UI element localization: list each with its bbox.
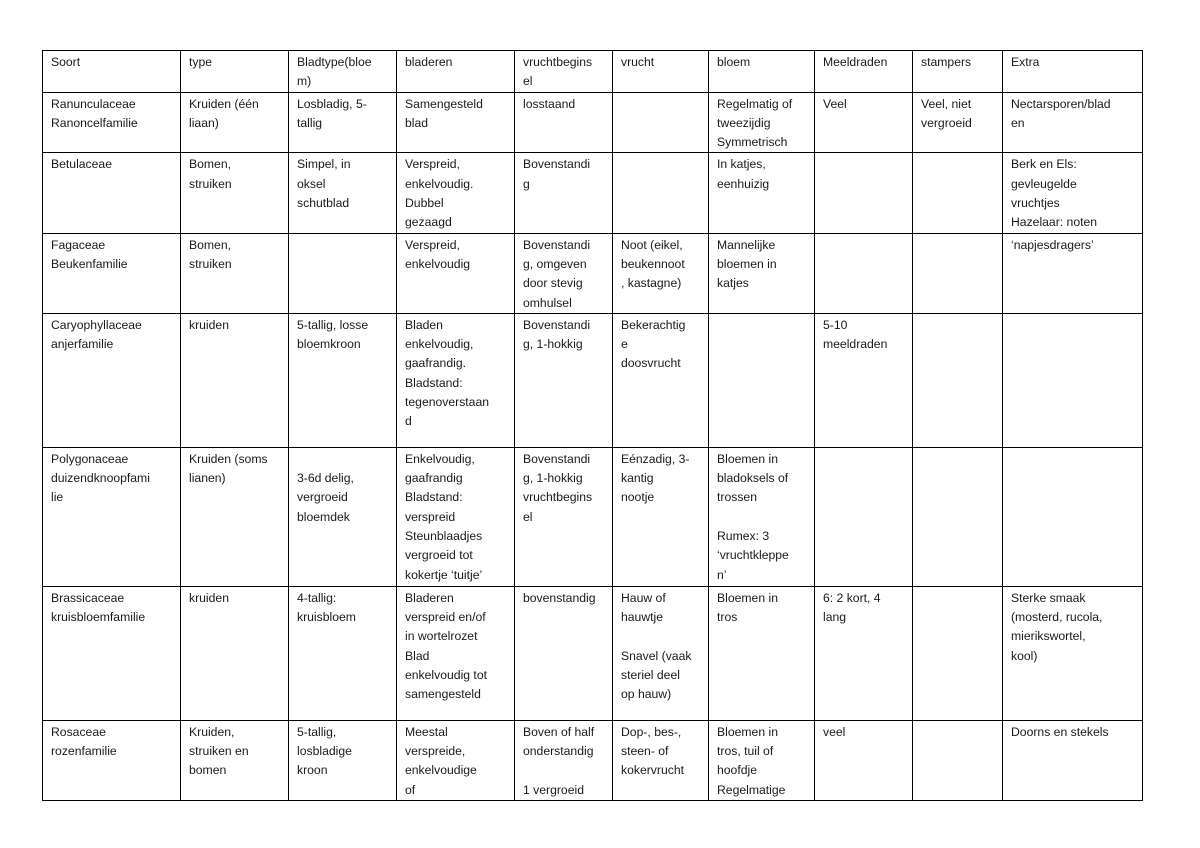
cell-text: Kruiden (één liaan)	[189, 96, 259, 130]
header-cell-text: bloem	[717, 55, 751, 69]
table-cell	[515, 92, 613, 153]
table-cell	[397, 447, 515, 586]
cell-text: Verspreid, enkelvoudig. Dubbel gezaagd	[405, 157, 474, 230]
table-cell	[1003, 92, 1143, 153]
table-cell	[289, 233, 397, 313]
cell-text: Bladen enkelvoudig, gaafrandig. Bladstand: tegenoverstaan d	[405, 317, 490, 429]
table-cell	[709, 586, 815, 720]
table-cell	[709, 233, 815, 313]
cell-text: Nectarsporen/blad en	[1011, 96, 1111, 130]
table-cell	[181, 720, 289, 800]
table-cell	[815, 447, 913, 586]
table-cell	[289, 447, 397, 586]
cell-text: Polygonaceae duizendknoopfami lie	[51, 451, 150, 505]
table-cell	[913, 720, 1003, 800]
table-cell	[181, 92, 289, 153]
cell-text: 4-tallig: kruisbloem	[297, 590, 356, 625]
header-cell	[815, 51, 913, 93]
cell-text: Verspreid, enkelvoudig	[405, 237, 471, 271]
table-cell	[1003, 720, 1143, 800]
table-cell	[709, 153, 815, 233]
table-cell	[397, 313, 515, 447]
table-cell	[613, 313, 709, 447]
cell-text: kruiden	[189, 590, 229, 605]
cell-text: Boven of half onderstandig 1 vergroeid	[523, 724, 595, 797]
table-cell	[181, 153, 289, 233]
table-cell	[815, 586, 913, 720]
cell-text: 6: 2 kort, 4 lang	[823, 590, 881, 625]
header-cell-text: Extra	[1011, 55, 1040, 69]
table-cell	[43, 313, 181, 447]
table-cell	[613, 586, 709, 720]
table-row	[43, 720, 1143, 800]
table-cell	[289, 153, 397, 233]
header-cell	[1003, 51, 1143, 93]
table-cell	[289, 586, 397, 720]
cell-text: losstaand	[523, 96, 576, 111]
cell-text: Bovenstandi g, omgeven door stevig omhulsel	[523, 237, 591, 310]
table-cell	[1003, 586, 1143, 720]
table-cell	[181, 586, 289, 720]
cell-text: 5-tallig, losbladige kroon	[297, 724, 352, 778]
header-cell	[515, 51, 613, 93]
table-cell	[709, 720, 815, 800]
table-cell	[1003, 447, 1143, 586]
table-cell	[613, 233, 709, 313]
cell-text: 3-6d delig, vergroeid bloemdek	[297, 471, 354, 524]
cell-text: Bovenstandi g, 1-hokkig vruchtbegins el	[523, 451, 593, 524]
cell-text: Bovenstandi g, 1-hokkig	[523, 317, 591, 352]
cell-text: Bomen, struiken	[189, 237, 232, 271]
table-cell	[913, 447, 1003, 586]
header-cell	[181, 51, 289, 93]
cell-text: Bomen, struiken	[189, 157, 232, 191]
table-cell	[43, 720, 181, 800]
cell-text: Losbladig, 5- tallig	[297, 96, 367, 130]
table-cell	[515, 447, 613, 586]
cell-text: Betulaceae	[51, 157, 112, 172]
table-cell	[815, 313, 913, 447]
table-cell	[289, 92, 397, 153]
cell-text: Berk en Els: gevleugelde vruchtjes Hazelaar: noten	[1011, 157, 1098, 230]
cell-text: Brassicaceae kruisbloemfamilie	[51, 590, 146, 625]
table-cell	[709, 313, 815, 447]
cell-text: In katjes, eenhuizig	[717, 157, 770, 191]
table-cell	[43, 153, 181, 233]
table-cell	[515, 153, 613, 233]
plant-family-table	[42, 50, 1143, 801]
cell-text: Regelmatig of tweezijdig Symmetrisch	[717, 96, 793, 150]
header-cell-text: bladeren	[405, 55, 453, 69]
table-cell	[1003, 313, 1143, 447]
table-cell	[397, 233, 515, 313]
table-cell	[1003, 233, 1143, 313]
table-cell	[289, 720, 397, 800]
table-cell	[181, 447, 289, 586]
table-cell	[397, 92, 515, 153]
table-cell	[397, 586, 515, 720]
table-cell	[43, 586, 181, 720]
cell-text: bovenstandig	[523, 590, 596, 605]
table-row	[43, 153, 1143, 233]
table-cell	[397, 720, 515, 800]
cell-text: veel	[823, 724, 846, 739]
header-cell	[613, 51, 709, 93]
cell-text: Rosaceae rozenfamilie	[51, 724, 117, 759]
cell-text: 5-10 meeldraden	[823, 317, 888, 352]
table-cell	[709, 92, 815, 153]
header-cell-text: vrucht	[621, 55, 655, 69]
header-cell-text: Meeldraden	[823, 55, 888, 69]
cell-text: Meestal verspreide, enkelvoudige of	[405, 724, 477, 797]
header-cell-text: stampers	[921, 55, 972, 69]
cell-text: Ranunculaceae Ranoncelfamilie	[51, 96, 138, 130]
cell-text: Dop-, bes-, steen- of kokervrucht	[621, 724, 684, 778]
table-cell	[515, 313, 613, 447]
cell-text: ‘napjesdragers’	[1011, 237, 1094, 252]
cell-text: kruiden	[189, 317, 229, 332]
table-cell	[1003, 153, 1143, 233]
header-cell	[43, 51, 181, 93]
table-cell	[815, 92, 913, 153]
header-cell	[397, 51, 515, 93]
cell-text: Bekerachtig e doosvrucht	[621, 317, 686, 371]
cell-text: Samengesteld blad	[405, 96, 483, 130]
cell-text: Veel	[823, 96, 847, 111]
header-cell-text: Bladtype(bloe m)	[297, 55, 372, 89]
table-cell	[913, 153, 1003, 233]
table-cell	[913, 313, 1003, 447]
cell-text: Bladeren verspreid en/of in wortelrozet Blad enkelvoudig tot samengesteld	[405, 590, 487, 702]
cell-text: Enkelvoudig, gaafrandig Bladstand: verspreid Steunblaadjes vergroeid tot kokertje ‘tuitje’	[405, 451, 483, 582]
table-cell	[515, 720, 613, 800]
table-row	[43, 586, 1143, 720]
table-cell	[397, 153, 515, 233]
cell-text: Bloemen in tros, tuil of hoofdje Regelmatige	[717, 724, 786, 797]
table-cell	[181, 233, 289, 313]
table-cell	[181, 313, 289, 447]
cell-text: Bovenstandi g	[523, 157, 591, 191]
cell-text: Noot (eikel, beukennoot , kastagne)	[621, 237, 685, 291]
table-cell	[289, 313, 397, 447]
cell-text: Veel, niet vergroeid	[921, 96, 972, 130]
table-cell	[913, 233, 1003, 313]
table-cell	[613, 447, 709, 586]
table-cell	[913, 92, 1003, 153]
cell-text: Sterke smaak (mosterd, rucola, mierikswortel, kool)	[1011, 590, 1103, 663]
header-cell	[709, 51, 815, 93]
table-cell	[815, 153, 913, 233]
cell-text: Hauw of hauwtje Snavel (vaak steriel deel op hauw)	[621, 590, 692, 702]
table-row	[43, 233, 1143, 313]
table-cell	[815, 233, 913, 313]
table-cell	[43, 447, 181, 586]
cell-text: Eénzadig, 3- kantig nootje	[621, 451, 690, 505]
table-cell	[709, 447, 815, 586]
cell-text: Kruiden (soms lianen)	[189, 451, 268, 486]
table-row	[43, 92, 1143, 153]
cell-text: Bloemen in bladoksels of trossen Rumex: 3 ‘vruchtkleppe n’	[717, 451, 789, 582]
table-cell	[515, 233, 613, 313]
header-cell-text: type	[189, 55, 213, 69]
table-cell	[43, 233, 181, 313]
table-row	[43, 447, 1143, 586]
cell-text: Mannelijke bloemen in katjes	[717, 237, 777, 291]
cell-text: Simpel, in oksel schutblad	[297, 157, 351, 211]
table-cell	[613, 720, 709, 800]
table-row	[43, 313, 1143, 447]
table-header-row	[43, 51, 1143, 93]
cell-text: Fagaceae Beukenfamilie	[51, 237, 128, 271]
cell-text: Bloemen in tros	[717, 590, 778, 625]
table-cell	[913, 586, 1003, 720]
header-cell-text: Soort	[51, 55, 81, 69]
cell-text: Kruiden, struiken en bomen	[189, 724, 249, 778]
table-cell	[515, 586, 613, 720]
header-cell	[289, 51, 397, 93]
header-cell-text: vruchtbegins el	[523, 55, 593, 89]
table-cell	[613, 92, 709, 153]
header-cell	[913, 51, 1003, 93]
table-cell	[613, 153, 709, 233]
cell-text: Doorns en stekels	[1011, 724, 1109, 739]
cell-text: 5-tallig, losse bloemkroon	[297, 317, 369, 352]
table-cell	[815, 720, 913, 800]
cell-text: Caryophyllaceae anjerfamilie	[51, 317, 142, 352]
table-cell	[43, 92, 181, 153]
